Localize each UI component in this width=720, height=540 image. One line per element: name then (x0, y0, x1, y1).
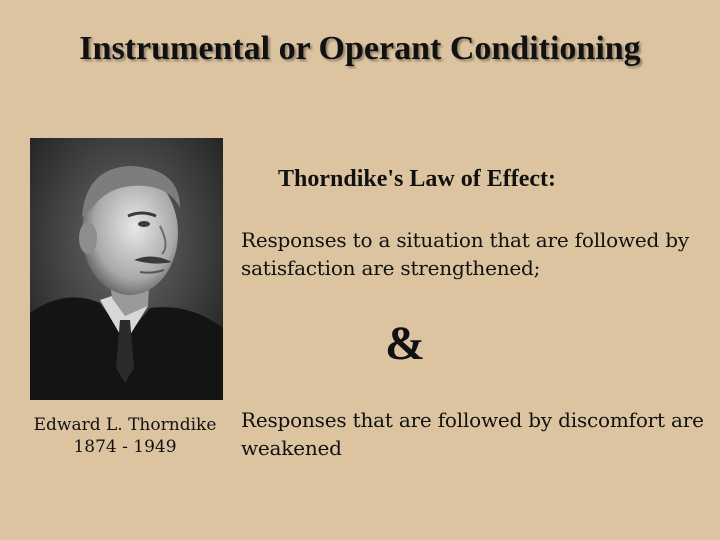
slide-title: Instrumental or Operant Conditioning (79, 30, 641, 67)
portrait-caption-name: Edward L. Thorndike (33, 415, 217, 435)
portrait-caption (22, 414, 228, 458)
law-statement-satisfaction: Responses to a situation that are followed by satisfaction are strengthened; (241, 228, 689, 280)
ampersand-connector: & (385, 317, 425, 370)
portrait-photo (30, 138, 223, 400)
law-statement-discomfort: Responses that are followed by discomfort are weakened (241, 408, 704, 460)
law-heading: Thorndike's Law of Effect: (278, 166, 556, 192)
portrait-caption-years: 1874 - 1949 (73, 437, 177, 457)
